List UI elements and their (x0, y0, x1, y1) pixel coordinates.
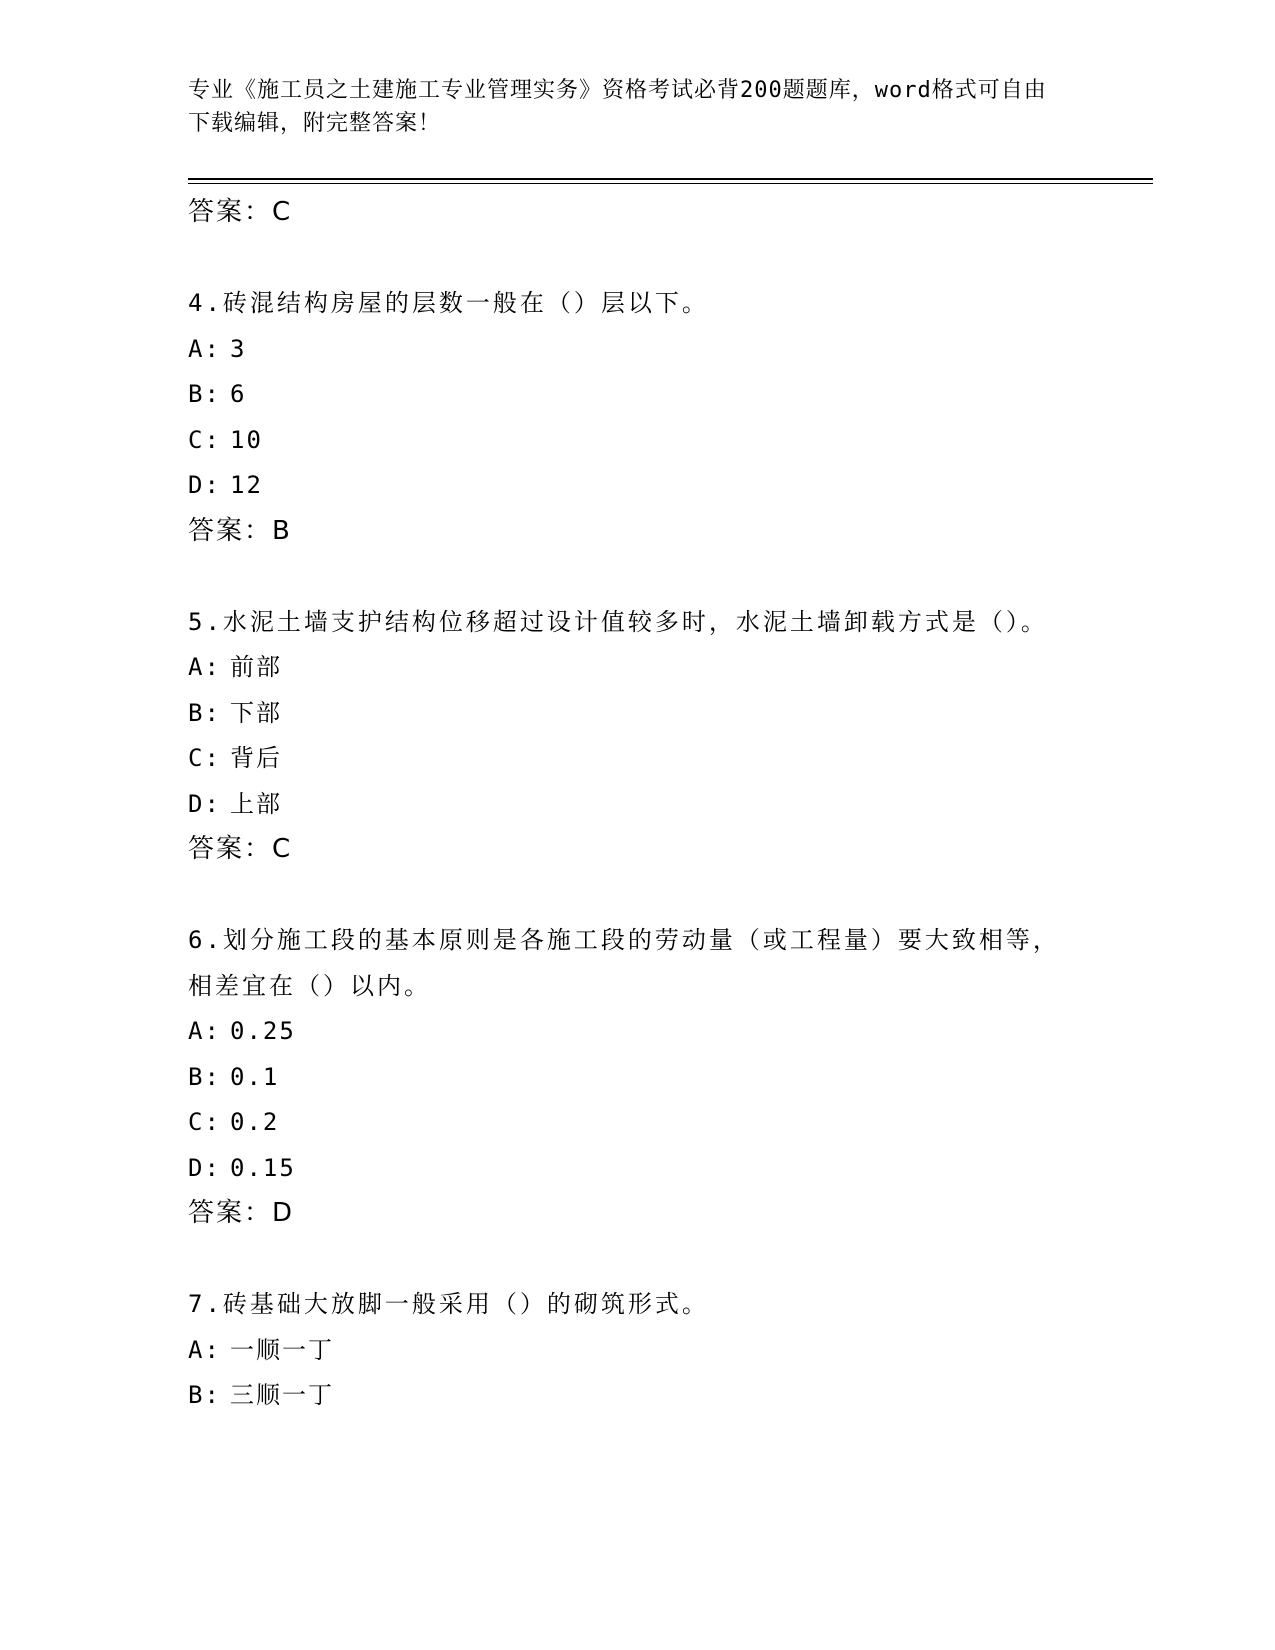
question-block (188, 918, 1068, 1237)
option-key: D: (188, 471, 221, 499)
option-line (188, 1009, 1068, 1055)
option-value: 6 (230, 380, 247, 408)
option-key: C: (188, 425, 221, 454)
option-line (188, 645, 1068, 691)
answer-line: 答案：B (188, 515, 292, 546)
option-key: B: (188, 698, 221, 727)
option-value: 背后 (230, 744, 282, 772)
spacer (188, 554, 1068, 600)
option-value: 三顺一丁 (230, 1381, 334, 1409)
answer-line: 答案：D (188, 1198, 295, 1228)
option-value: 上部 (230, 789, 282, 818)
document-body (188, 190, 1068, 1419)
option-value: 0.2 (230, 1108, 280, 1136)
option-line (188, 736, 1068, 782)
option-key: A: (188, 1017, 221, 1045)
option-line (188, 782, 1068, 828)
option-line (188, 1373, 1068, 1419)
header-rule-thin (188, 183, 1153, 184)
option-line (188, 691, 1068, 737)
option-value: 10 (230, 425, 263, 454)
option-key: B: (188, 380, 221, 408)
option-value: 0.25 (230, 1017, 296, 1045)
option-line (188, 418, 1068, 464)
question-text: 4.砖混结构房屋的层数一般在（）层以下。 (188, 289, 709, 317)
option-value: 下部 (230, 698, 282, 727)
option-line (188, 327, 1068, 373)
option-value: 12 (230, 471, 263, 499)
question-text: 5.水泥土墙支护结构位移超过设计值较多时，水泥土墙卸载方式是（）。 (188, 607, 1048, 636)
option-key: D: (188, 789, 221, 818)
option-line (188, 1055, 1068, 1101)
option-key: D: (188, 1153, 221, 1182)
spacer (188, 236, 1068, 282)
option-key: B: (188, 1062, 221, 1091)
option-line (188, 463, 1068, 509)
answer-line: 答案：C (188, 834, 293, 864)
header-title: 专业《施工员之土建施工专业管理实务》资格考试必背200题题库，word格式可自由下载编辑，附完整答案！ (188, 78, 1047, 136)
option-value: 一顺一丁 (230, 1335, 334, 1364)
option-value: 3 (230, 334, 247, 363)
question-text: 7.砖基础大放脚一般采用（）的砌筑形式。 (188, 1290, 709, 1318)
page-header (188, 74, 1068, 140)
option-value: 0.15 (230, 1153, 296, 1182)
option-value: 0.1 (230, 1062, 280, 1091)
option-line (188, 1100, 1068, 1146)
option-key: A: (188, 1335, 221, 1364)
question-block (188, 281, 1068, 554)
option-key: A: (188, 334, 221, 363)
header-rule-thick (188, 178, 1153, 180)
option-line (188, 1328, 1068, 1374)
option-key: C: (188, 744, 221, 772)
question-block (188, 600, 1068, 873)
option-line (188, 1146, 1068, 1192)
question-block (188, 1282, 1068, 1419)
spacer (188, 1237, 1068, 1283)
option-line (188, 372, 1068, 418)
question-text: 6.划分施工段的基本原则是各施工段的劳动量（或工程量）要大致相等，相差宜在（）以内。 (188, 926, 1060, 1000)
option-key: B: (188, 1381, 221, 1409)
option-key: C: (188, 1108, 221, 1136)
option-value: 前部 (230, 653, 282, 681)
option-key: A: (188, 653, 221, 681)
spacer (188, 873, 1068, 919)
answer-line: 答案：C (188, 197, 293, 227)
